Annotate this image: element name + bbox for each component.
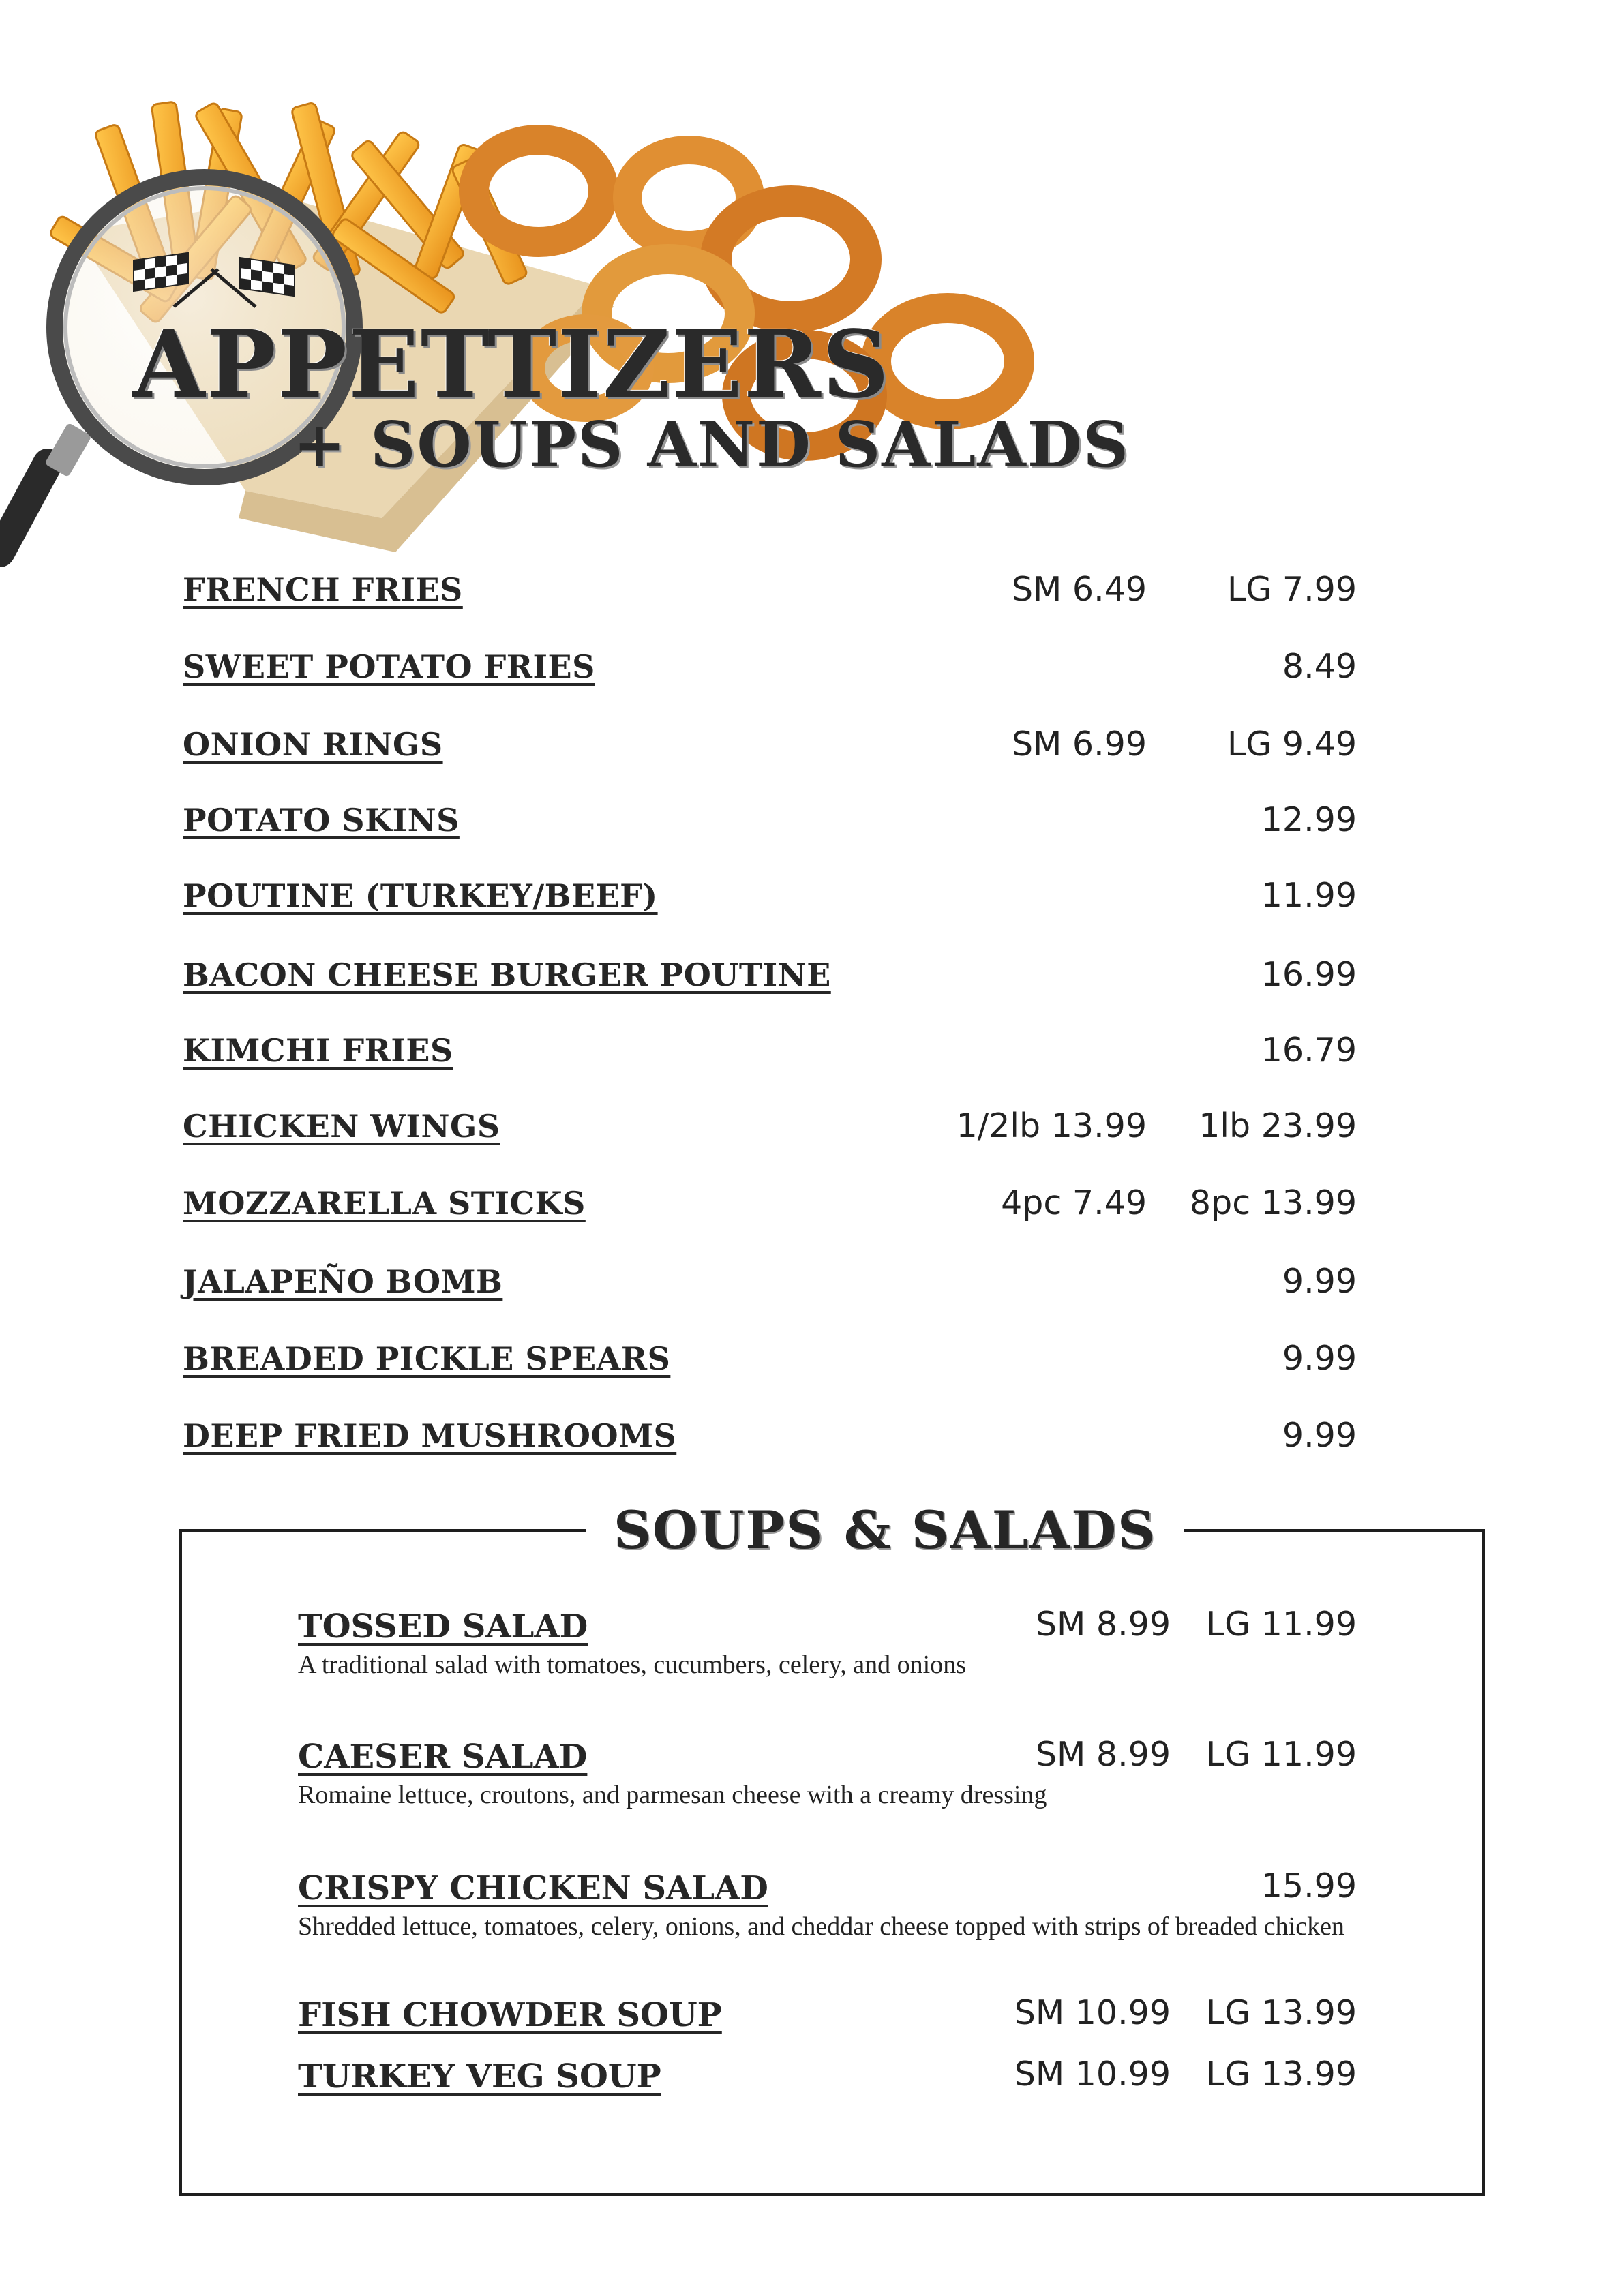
item-name: JALAPEÑO BOMB — [183, 1263, 503, 1300]
item-price: 11.99 — [1261, 876, 1357, 915]
item-price-small: SM 6.49 — [1011, 570, 1147, 609]
item-name: CAESER SALAD — [298, 1738, 588, 1776]
menu-item — [0, 571, 1624, 626]
item-name: BREADED PICKLE SPEARS — [183, 1340, 671, 1377]
item-price-large: 1lb 23.99 — [1199, 1106, 1357, 1145]
menu-item — [0, 648, 1624, 703]
item-name: MOZZARELLA STICKS — [183, 1185, 586, 1222]
menu-item — [0, 726, 1624, 781]
item-price: 16.79 — [1261, 1031, 1357, 1070]
menu-subtitle: + SOUPS AND SALADS — [293, 408, 1130, 481]
item-name: FRENCH FRIES — [183, 571, 463, 608]
item-name: POTATO SKINS — [183, 802, 460, 839]
item-price-small: SM 10.99 — [1014, 1993, 1171, 2032]
item-price-small: 4pc 7.49 — [1001, 1183, 1147, 1222]
item-price: 16.99 — [1261, 955, 1357, 994]
item-name: BACON CHEESE BURGER POUTINE — [183, 956, 831, 993]
menu-item — [0, 1263, 1624, 1318]
item-name: DEEP FRIED MUSHROOMS — [183, 1417, 677, 1454]
item-price: 9.99 — [1282, 1339, 1357, 1378]
item-price-small: SM 8.99 — [1035, 1735, 1171, 1774]
menu-item — [0, 877, 1624, 932]
menu-item — [0, 1032, 1624, 1087]
section-title: SOUPS & SALADS — [586, 1500, 1184, 1560]
item-price-large: LG 7.99 — [1227, 570, 1357, 609]
item-description: A traditional salad with tomatoes, cucumbers, celery, and onions — [298, 1650, 967, 1679]
item-description: Romaine lettuce, croutons, and parmesan cheese with a creamy dressing — [298, 1781, 1047, 1809]
item-name: ONION RINGS — [183, 726, 443, 763]
item-name: CHICKEN WINGS — [183, 1108, 500, 1145]
item-price-small: 1/2lb 13.99 — [956, 1106, 1147, 1145]
menu-title: APPETTIZERS — [133, 310, 891, 419]
item-price: 8.49 — [1282, 647, 1357, 686]
item-price: 12.99 — [1261, 800, 1357, 839]
item-description: Shredded lettuce, tomatoes, celery, onions, and cheddar cheese topped with strips of breaded chicken — [298, 1912, 1344, 1941]
item-price-large: 8pc 13.99 — [1189, 1183, 1357, 1222]
menu-item — [0, 1340, 1624, 1395]
item-name: CRISPY CHICKEN SALAD — [298, 1869, 768, 1907]
menu-item — [0, 1108, 1624, 1162]
item-price-large: LG 11.99 — [1205, 1605, 1357, 1644]
item-price-large: LG 13.99 — [1205, 2055, 1357, 2094]
item-price: 9.99 — [1282, 1416, 1357, 1455]
item-name: SWEET POTATO FRIES — [183, 648, 595, 685]
item-price: 15.99 — [1261, 1867, 1357, 1905]
item-price-small: SM 8.99 — [1035, 1605, 1171, 1644]
menu-item — [0, 956, 1624, 1011]
item-price-large: LG 11.99 — [1205, 1735, 1357, 1774]
item-name: TURKEY VEG SOUP — [298, 2057, 661, 2096]
menu-item — [0, 802, 1624, 856]
item-name: TOSSED SALAD — [298, 1607, 588, 1646]
item-name: FISH CHOWDER SOUP — [298, 1996, 722, 2034]
item-name: KIMCHI FRIES — [183, 1032, 453, 1069]
item-price-small: SM 6.99 — [1011, 725, 1147, 764]
item-name: POUTINE (TURKEY/BEEF) — [183, 877, 658, 914]
menu-item — [0, 1185, 1624, 1239]
item-price-large: LG 13.99 — [1205, 1993, 1357, 2032]
menu-item — [0, 1417, 1624, 1472]
item-price-large: LG 9.49 — [1227, 725, 1357, 764]
item-price: 9.99 — [1282, 1262, 1357, 1301]
item-price-small: SM 10.99 — [1014, 2055, 1171, 2094]
